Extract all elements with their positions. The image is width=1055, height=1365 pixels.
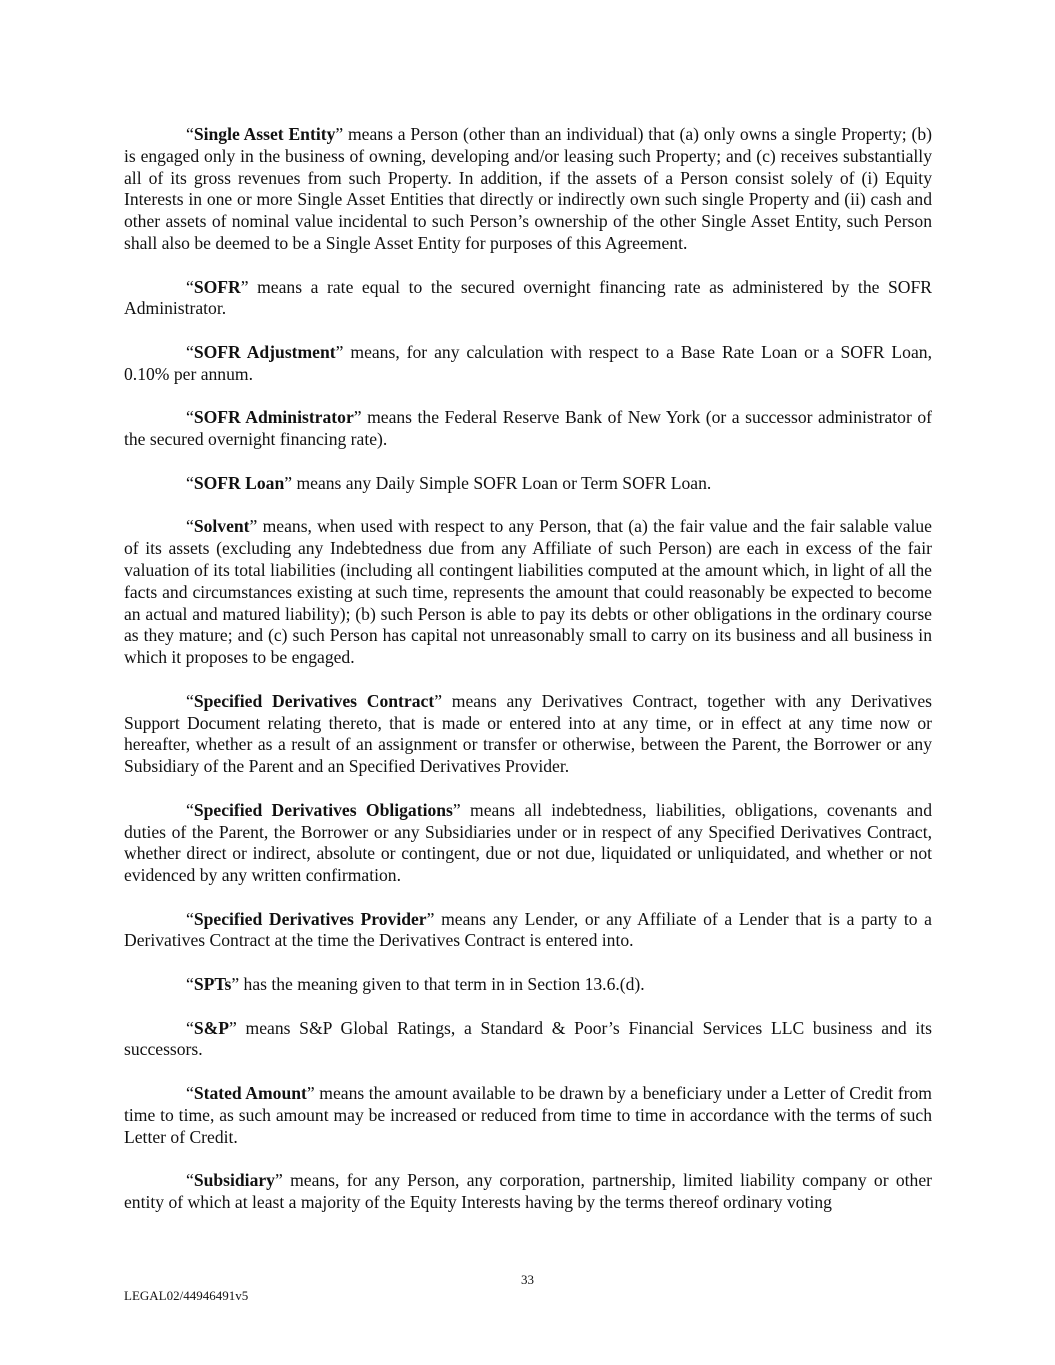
definition-text: means any Lender, or any Affiliate of a Lender that is a party to a Derivatives Contract at the time the Derivatives Contract is entered into. — [124, 908, 932, 951]
definition-text: means any Daily Simple SOFR Loan or Term SOFR Loan. — [292, 472, 712, 493]
page-number: 33 — [521, 1272, 534, 1287]
definition-specified-derivatives-obligations: “Specified Derivatives Obligations” means all indebtedness, liabilities, obligations, covenants and duties of the Parent, the Borrower or any Subsidiaries under or in respect of any Specified Derivatives Contract, whether direct or indirect, absolute or contingent, due or not due, liquidated or unliquidated, and whether or not evidenced by any written confirmation. — [124, 799, 933, 886]
definition-text: means, when used with respect to any Person, that (a) the fair value and the fair salable value of its assets (excluding any Indebtedness due from any Affiliate of such Person) are each in excess of the fair valuation of its total liabilities (including all contingent liabilities computed at the amount which, in light of all the facts and circumstances existing at such time, represents the amount that could reasonably be expected to become an actual and matured liability); (b) such Person is able to pay its debts or other obligations in the ordinary course as they mature; and (c) such Person has capital not unreasonably small to carry on its business and all business in which it proposes to be engaged. — [124, 516, 932, 668]
definition-term: Subsidiary — [193, 1170, 275, 1191]
definition-text: means, for any calculation with respect to a Base Rate Loan or a SOFR Loan, 0.10% per annum. — [124, 341, 932, 384]
definition-subsidiary: “Subsidiary” means, for any Person, any corporation, partnership, limited liability company or other entity of which at least a majority of the Equity Interests having by the terms thereof ordinary voting — [124, 1170, 932, 1213]
definition-term: Stated Amount — [193, 1083, 307, 1104]
definition-sofr-loan: “SOFR Loan” means any Daily Simple SOFR Loan or Term SOFR Loan. — [186, 472, 712, 493]
definition-text: means a Person (other than an individual) that (a) only owns a single Property; (b) is engaged only in the business of owning, developing and/or leasing such Property; and (c) receives substantially all of its gross revenues from such Property. In addition, if the assets of a Person consist solely of (i) Equity Interests in one or more Single Asset Entities that directly or indirectly own such single Property and (ii) cash and other assets of nominal value incidental to such Person’s ownership of the other Single Asset Entity, such Person shall also be deemed to be a Single Asset Entity for purposes of this Agreement. — [124, 124, 932, 253]
definition-text: means S&P Global Ratings, a Standard & Poor’s Financial Services LLC business and its successors. — [124, 1017, 932, 1060]
definition-term: Specified Derivatives Contract — [193, 690, 435, 711]
definition-s-and-p: “S&P” means S&P Global Ratings, a Standard & Poor’s Financial Services LLC business and its successors. — [124, 1017, 932, 1060]
definition-term: S&P — [193, 1017, 229, 1038]
definition-text: means the Federal Reserve Bank of New York (or a successor administrator of the secured overnight financing rate). — [124, 407, 932, 450]
definitions-list — [124, 124, 932, 1236]
document-id: LEGAL02/44946491v5 — [124, 1288, 249, 1303]
definition-specified-derivatives-contract: “Specified Derivatives Contract” means any Derivatives Contract, together with any Derivatives Support Document relating thereto, that is made or entered into at any time, or in effect at any time now or hereafter, whether as a result of an assignment or transfer or otherwise, between the Parent, the Borrower or any Subsidiary of the Parent and an Specified Derivatives Provider. — [124, 690, 932, 777]
definition-term: SOFR Loan — [193, 472, 285, 493]
definition-text: means any Derivatives Contract, together with any Derivatives Support Document relating thereto, that is made or entered into at any time, or in effect at any time now or hereafter, whether as a result of an assignment or transfer or otherwise, between the Parent, the Borrower or any Subsidiary of the Parent and an Specified Derivatives Provider. — [124, 690, 932, 777]
definition-spts: “SPTs” has the meaning given to that term in in Section 13.6.(d). — [186, 974, 645, 995]
definition-term: Solvent — [193, 516, 250, 537]
definition-term: SPTs — [193, 974, 232, 995]
definition-single-asset-entity: “Single Asset Entity” means a Person (other than an individual) that (a) only owns a single Property; (b) is engaged only in the business of owning, developing and/or leasing such Property; and (c) receives substantially all of its gross revenues from such Property. In addition, if the assets of a Person consist solely of (i) Equity Interests in one or more Single Asset Entities that directly or indirectly own such single Property and (ii) cash and other assets of nominal value incidental to such Person’s ownership of the other Single Asset Entity, such Person shall also be deemed to be a Single Asset Entity for purposes of this Agreement. — [124, 124, 932, 253]
definition-term: Specified Derivatives Provider — [193, 908, 427, 929]
definition-sofr-adjustment: “SOFR Adjustment” means, for any calculation with respect to a Base Rate Loan or a SOFR Loan, 0.10% per annum. — [124, 341, 932, 384]
definition-term: SOFR Administrator — [193, 407, 354, 428]
definition-text: means, for any Person, any corporation, partnership, limited liability company or other entity of which at least a majority of the Equity Interests having by the terms thereof ordinary voting — [124, 1170, 932, 1213]
definition-term: Specified Derivatives Obligations — [193, 799, 453, 820]
definition-sofr-administrator: “SOFR Administrator” means the Federal Reserve Bank of New York (or a successor administrator of the secured overnight financing rate). — [124, 407, 932, 450]
definition-solvent: “Solvent” means, when used with respect to any Person, that (a) the fair value and the fair salable value of its assets (excluding any Indebtedness due from any Affiliate of such Person) are each in excess of the fair valuation of its total liabilities (including all contingent liabilities computed at the amount which, in light of all the facts and circumstances existing at such time, represents the amount that could reasonably be expected to become an actual and matured liability); (b) such Person is able to pay its debts or other obligations in the ordinary course as they mature; and (c) such Person has capital not unreasonably small to carry on its business and all business in which it proposes to be engaged. — [124, 516, 932, 668]
definition-text: means all indebtedness, liabilities, obligations, covenants and duties of the Parent, the Borrower or any Subsidiaries under or in respect of any Specified Derivatives Contract, whether direct or indirect, absolute or contingent, due or not due, liquidated or unliquidated, and whether or not evidenced by any written confirmation. — [124, 799, 933, 886]
definition-text: means the amount available to be drawn by a beneficiary under a Letter of Credit from time to time, as such amount may be increased or reduced from time to time in accordance with the terms of such Letter of Credit. — [124, 1083, 932, 1147]
definition-term: SOFR — [193, 276, 241, 297]
definition-sofr: “SOFR” means a rate equal to the secured overnight financing rate as administered by the SOFR Administrator. — [124, 276, 932, 319]
definition-stated-amount: “Stated Amount” means the amount available to be drawn by a beneficiary under a Letter of Credit from time to time, as such amount may be increased or reduced from time to time in accordance with the terms of such Letter of Credit. — [124, 1083, 932, 1147]
definition-text: has the meaning given to that term in in Section 13.6.(d). — [239, 974, 645, 995]
definition-text: means a rate equal to the secured overnight financing rate as administered by the SOFR Administrator. — [124, 276, 932, 319]
definition-specified-derivatives-provider: “Specified Derivatives Provider” means any Lender, or any Affiliate of a Lender that is a party to a Derivatives Contract at the time the Derivatives Contract is entered into. — [124, 908, 932, 951]
definition-term: Single Asset Entity — [193, 124, 336, 144]
definition-term: SOFR Adjustment — [193, 341, 336, 362]
